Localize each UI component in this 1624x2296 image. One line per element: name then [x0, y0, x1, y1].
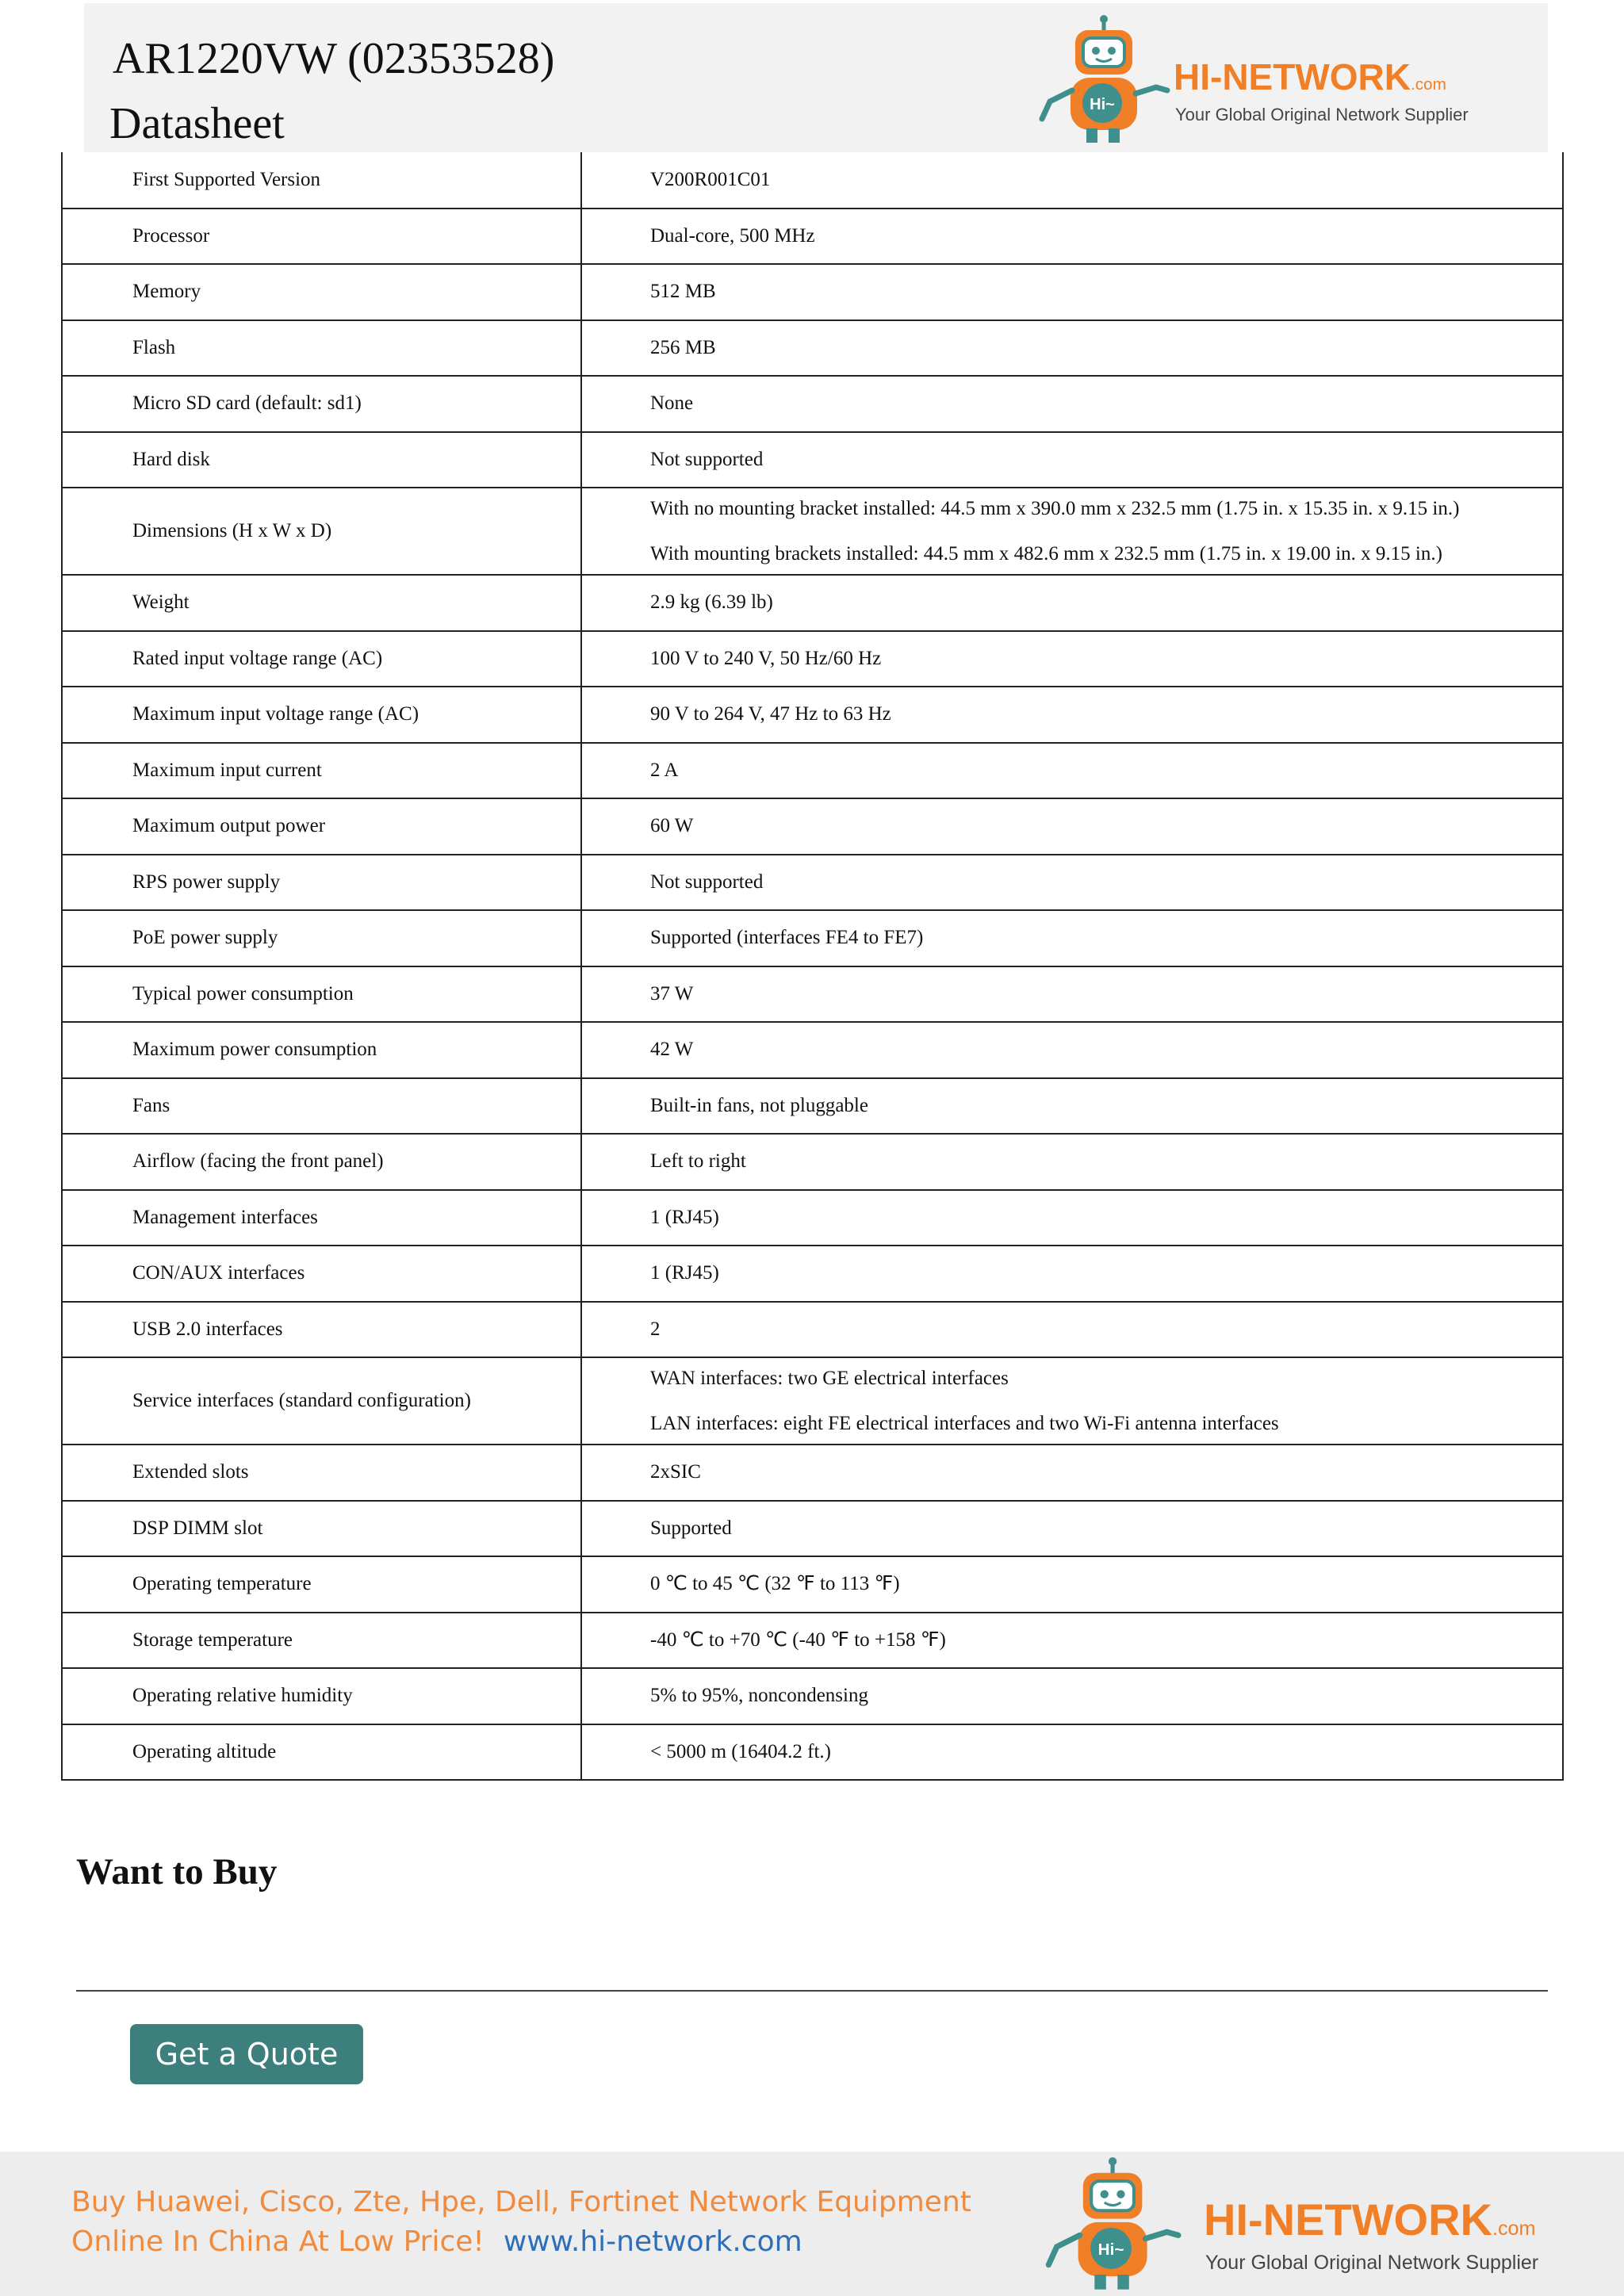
spec-value: Dual-core, 500 MHz — [650, 224, 815, 247]
spec-value-cell — [581, 798, 1563, 855]
spec-value-cell — [581, 152, 1563, 209]
spec-value: 1 (RJ45) — [650, 1206, 719, 1228]
table-row — [62, 376, 1563, 432]
spec-label: Maximum input voltage range (AC) — [62, 687, 581, 743]
spec-label: Memory — [62, 264, 581, 320]
spec-value: 37 W — [650, 982, 694, 1004]
table-row — [62, 1246, 1563, 1302]
table-row — [62, 1724, 1563, 1781]
spec-value-cell — [581, 966, 1563, 1023]
table-row — [62, 855, 1563, 911]
hi-network-logo — [1026, 14, 1518, 149]
spec-value: Not supported — [650, 871, 764, 893]
robot-mascot-icon — [1026, 14, 1177, 149]
section-divider — [76, 1990, 1548, 1992]
spec-value: 512 MB — [650, 281, 716, 303]
spec-label: Typical power consumption — [62, 966, 581, 1023]
spec-label: First Supported Version — [62, 152, 581, 209]
spec-value: 0 ℃ to 45 ℃ (32 ℉ to 113 ℉) — [650, 1573, 900, 1595]
spec-label: Service interfaces (standard configuration) — [62, 1357, 581, 1445]
spec-value: None — [650, 392, 694, 415]
spec-value-cell — [581, 743, 1563, 799]
spec-value: Not supported — [650, 448, 764, 470]
spec-label: DSP DIMM slot — [62, 1501, 581, 1557]
table-row — [62, 1668, 1563, 1724]
spec-label: Maximum power consumption — [62, 1022, 581, 1078]
spec-value-cell — [581, 1445, 1563, 1501]
spec-label: CON/AUX interfaces — [62, 1246, 581, 1302]
spec-label: Maximum input current — [62, 743, 581, 799]
table-row — [62, 1078, 1563, 1135]
spec-value: < 5000 m (16404.2 ft.) — [650, 1740, 831, 1762]
brand-tagline: Your Global Original Network Supplier — [1205, 2252, 1539, 2274]
spec-value-cell — [581, 264, 1563, 320]
spec-value-cell — [581, 1613, 1563, 1669]
spec-label: Management interfaces — [62, 1190, 581, 1246]
spec-label: Weight — [62, 575, 581, 631]
spec-value-cell — [581, 432, 1563, 488]
spec-value: 256 MB — [650, 336, 716, 358]
table-row — [62, 152, 1563, 209]
footer-promo-line-2 — [71, 2225, 802, 2258]
spec-value: 5% to 95%, noncondensing — [650, 1685, 868, 1707]
spec-label: Storage temperature — [62, 1613, 581, 1669]
robot-mascot-icon — [1023, 2156, 1197, 2296]
spec-value-cell — [581, 1668, 1563, 1724]
footer-website-link[interactable]: www.hi-network.com — [503, 2225, 802, 2258]
spec-value-cell — [581, 376, 1563, 432]
brand-name: HI-NETWORK.com — [1174, 56, 1446, 98]
spec-value-cell — [581, 910, 1563, 966]
footer-promo-text: Online In China At Low Price! — [71, 2225, 485, 2258]
page-header — [84, 3, 1548, 152]
table-row — [62, 575, 1563, 631]
robot-badge-text: Hi~ — [1097, 2241, 1124, 2260]
spec-label: Operating relative humidity — [62, 1668, 581, 1724]
spec-label: RPS power supply — [62, 855, 581, 911]
table-row — [62, 743, 1563, 799]
table-row — [62, 1022, 1563, 1078]
spec-value-cell — [581, 1724, 1563, 1781]
spec-label: Fans — [62, 1078, 581, 1135]
robot-badge-text: Hi~ — [1090, 96, 1115, 113]
spec-label: Operating temperature — [62, 1556, 581, 1613]
table-row — [62, 1190, 1563, 1246]
spec-value-cell — [581, 1190, 1563, 1246]
spec-value-cell — [581, 1556, 1563, 1613]
spec-label: Maximum output power — [62, 798, 581, 855]
spec-value-cell — [581, 631, 1563, 687]
spec-value-cell — [581, 1246, 1563, 1302]
table-row — [62, 1501, 1563, 1557]
spec-value-cell — [581, 1134, 1563, 1190]
footer-promo-line-1: Buy Huawei, Cisco, Zte, Hpe, Dell, Fortinet Network Equipment — [71, 2186, 971, 2218]
spec-label: Flash — [62, 320, 581, 377]
spec-value: 2xSIC — [650, 1461, 701, 1483]
spec-value-cell — [581, 687, 1563, 743]
table-row — [62, 910, 1563, 966]
spec-value: With no mounting bracket installed: 44.5 mm x 390.0 mm x 232.5 mm (1.75 in. x 15.35 in. x 9.15 in.) — [650, 497, 1460, 519]
get-a-quote-button[interactable]: Get a Quote — [130, 2024, 363, 2084]
spec-value: 60 W — [650, 815, 694, 837]
brand-tagline: Your Global Original Network Supplier — [1175, 105, 1469, 124]
spec-value: Built-in fans, not pluggable — [650, 1094, 868, 1116]
spec-value-cell — [581, 1357, 1563, 1445]
spec-value: 90 V to 264 V, 47 Hz to 63 Hz — [650, 703, 891, 725]
spec-value: -40 ℃ to +70 ℃ (-40 ℉ to +158 ℉) — [650, 1628, 946, 1651]
table-row — [62, 320, 1563, 377]
spec-label: Dimensions (H x W x D) — [62, 488, 581, 575]
spec-value: 2 — [650, 1318, 661, 1340]
document-title: AR1220VW (02353528) — [113, 34, 555, 83]
spec-value-cell — [581, 209, 1563, 265]
spec-value: 2 A — [650, 759, 679, 781]
spec-label: Micro SD card (default: sd1) — [62, 376, 581, 432]
spec-value-cell — [581, 1501, 1563, 1557]
document-subtitle: Datasheet — [109, 99, 285, 148]
spec-label: Airflow (facing the front panel) — [62, 1134, 581, 1190]
spec-label: Extended slots — [62, 1445, 581, 1501]
spec-value-cell — [581, 575, 1563, 631]
table-row — [62, 966, 1563, 1023]
brand-name: HI-NETWORK.com — [1204, 2195, 1536, 2244]
brand-domain-suffix: .com — [1410, 75, 1446, 94]
spec-value-cell — [581, 1302, 1563, 1358]
table-row — [62, 432, 1563, 488]
table-row — [62, 488, 1563, 575]
table-row — [62, 209, 1563, 265]
spec-value: 42 W — [650, 1039, 694, 1061]
spec-value: 1 (RJ45) — [650, 1262, 719, 1284]
footer-hi-network-logo — [1023, 2156, 1578, 2296]
spec-value-cell — [581, 1078, 1563, 1135]
spec-value: 2.9 kg (6.39 lb) — [650, 591, 773, 614]
table-row — [62, 1613, 1563, 1669]
spec-label: Processor — [62, 209, 581, 265]
spec-value-cell — [581, 320, 1563, 377]
spec-value-cell — [581, 488, 1563, 575]
spec-label: Hard disk — [62, 432, 581, 488]
spec-value: Left to right — [650, 1150, 746, 1173]
want-to-buy-heading: Want to Buy — [76, 1851, 278, 1892]
table-row — [62, 1445, 1563, 1501]
spec-value: Supported — [650, 1517, 732, 1539]
spec-value: V200R001C01 — [650, 168, 771, 190]
table-row — [62, 1134, 1563, 1190]
spec-value: With mounting brackets installed: 44.5 mm x 482.6 mm x 232.5 mm (1.75 in. x 19.00 in. x 9.15 in.) — [650, 542, 1442, 564]
spec-value-cell — [581, 1022, 1563, 1078]
table-row — [62, 1302, 1563, 1358]
spec-label: Operating altitude — [62, 1724, 581, 1781]
spec-label: USB 2.0 interfaces — [62, 1302, 581, 1358]
brand-domain-suffix: .com — [1492, 2218, 1536, 2240]
table-row — [62, 687, 1563, 743]
page-footer — [0, 2152, 1624, 2296]
spec-value: LAN interfaces: eight FE electrical interfaces and two Wi-Fi antenna interfaces — [650, 1412, 1279, 1434]
spec-value: 100 V to 240 V, 50 Hz/60 Hz — [650, 647, 882, 669]
table-row — [62, 798, 1563, 855]
table-row — [62, 264, 1563, 320]
table-row — [62, 1556, 1563, 1613]
table-row — [62, 631, 1563, 687]
spec-value-cell — [581, 855, 1563, 911]
specifications-table — [61, 152, 1564, 1781]
spec-value: WAN interfaces: two GE electrical interfaces — [650, 1367, 1009, 1389]
spec-label: PoE power supply — [62, 910, 581, 966]
specifications-table-body — [62, 152, 1563, 1780]
table-row — [62, 1357, 1563, 1445]
spec-label: Rated input voltage range (AC) — [62, 631, 581, 687]
spec-value: Supported (interfaces FE4 to FE7) — [650, 927, 924, 949]
